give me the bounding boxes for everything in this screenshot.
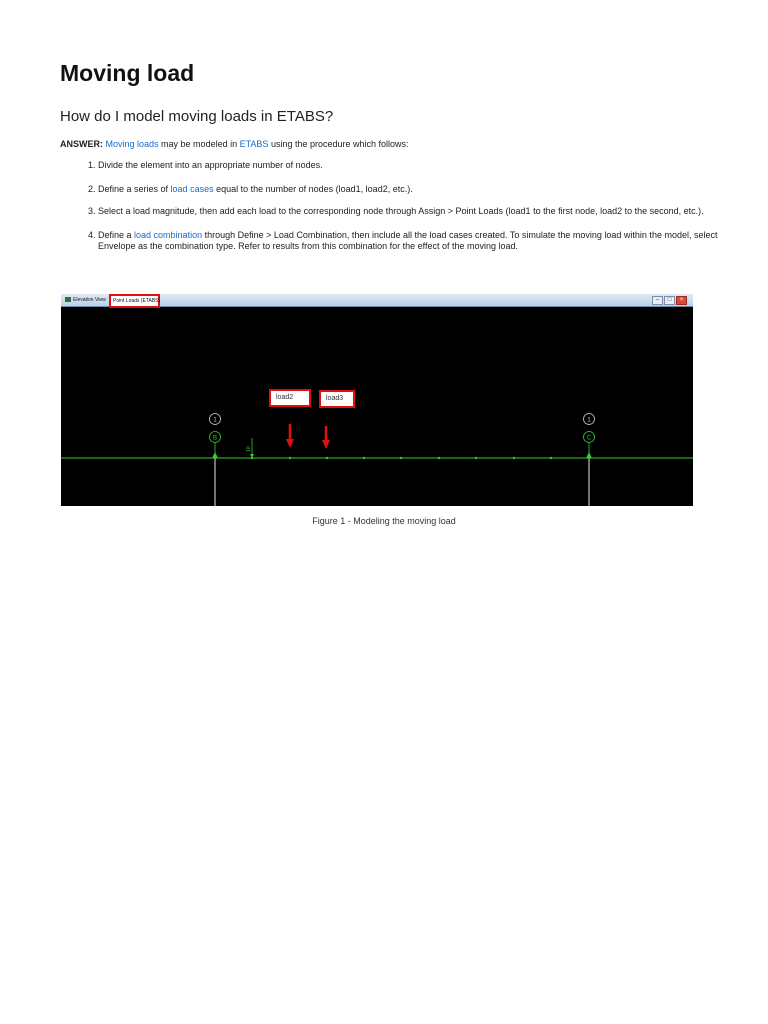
step-4: [98, 230, 738, 253]
page-title: Moving load: [60, 60, 195, 86]
grid-bubble-left: [210, 414, 221, 443]
node-dot: [363, 457, 365, 459]
step-2-text-post: equal to the number of nodes (load1, load2, etc.).: [213, 183, 413, 194]
grid-label-right-top: 1: [587, 417, 591, 424]
node-dot: [251, 457, 253, 459]
callout-load2: load2: [269, 389, 311, 407]
etabs-screenshot-figure: [61, 294, 693, 506]
node-dot: [438, 457, 440, 459]
node-dot: [475, 457, 477, 459]
load-value-label: 10: [246, 446, 252, 452]
step-2: [98, 184, 738, 196]
step-1: [98, 160, 738, 172]
load-arrow-icon: [322, 426, 330, 449]
point-load-small: [246, 438, 254, 458]
answer-paragraph: [60, 138, 409, 150]
step-4-text-pre: Define a: [98, 229, 135, 240]
moving-loads-link[interactable]: Moving loads: [105, 139, 159, 149]
load-combination-link[interactable]: load combination: [134, 229, 203, 240]
etabs-link[interactable]: ETABS: [239, 139, 269, 149]
node-dot: [550, 457, 552, 459]
procedure-steps: [60, 160, 738, 265]
figure-caption: Figure 1 - Modeling the moving load: [312, 516, 456, 526]
tab-elevation-view[interactable]: [63, 295, 108, 305]
step-4-text-post: through Define > Load Combination, then include all the load cases created. To simulate the moving load within the model, select Envelope as the combination type. Refer to results from this combination for the effect of the moving load.: [98, 229, 718, 251]
answer-text-2: using the procedure which follows:: [268, 139, 409, 149]
node-dot: [400, 457, 402, 459]
step-1-text: Divide the element into an appropriate number of nodes.: [98, 160, 323, 170]
support-left: [212, 452, 218, 458]
node-dot: [513, 457, 515, 459]
step-2-text-pre: Define a series of: [98, 183, 171, 194]
load-arrow-icon: [286, 424, 294, 448]
tab-elevation-label: Elevation View: [73, 297, 106, 303]
question-heading: How do I model moving loads in ETABS?: [60, 108, 334, 125]
answer-label: ANSWER:: [60, 139, 103, 149]
elevation-icon: [65, 297, 71, 302]
elevation-drawing: [61, 306, 693, 506]
grid-label-left-top: 1: [213, 417, 217, 424]
grid-label-left-bottom: B: [212, 435, 218, 442]
node-dot: [289, 457, 291, 459]
node-dot: [326, 457, 328, 459]
step-3-text: Select a load magnitude, then add each load to the corresponding node through Assign > Point Loads (load1 to the first node, load2 to the second, etc.).: [98, 206, 704, 216]
support-right: [586, 452, 592, 458]
close-icon[interactable]: ×: [676, 296, 687, 305]
minimize-icon[interactable]: –: [652, 296, 663, 305]
grid-label-right-bottom: C: [586, 435, 592, 442]
load-cases-link[interactable]: load cases: [170, 183, 214, 194]
tab-point-loads[interactable]: Point Loads (ETABS): [109, 294, 160, 308]
answer-text-1: may be modeled in: [158, 139, 240, 149]
callout-load3: load3: [319, 390, 355, 408]
maximize-icon[interactable]: □: [664, 296, 675, 305]
step-3: [98, 206, 738, 218]
grid-bubble-right: [584, 414, 595, 443]
